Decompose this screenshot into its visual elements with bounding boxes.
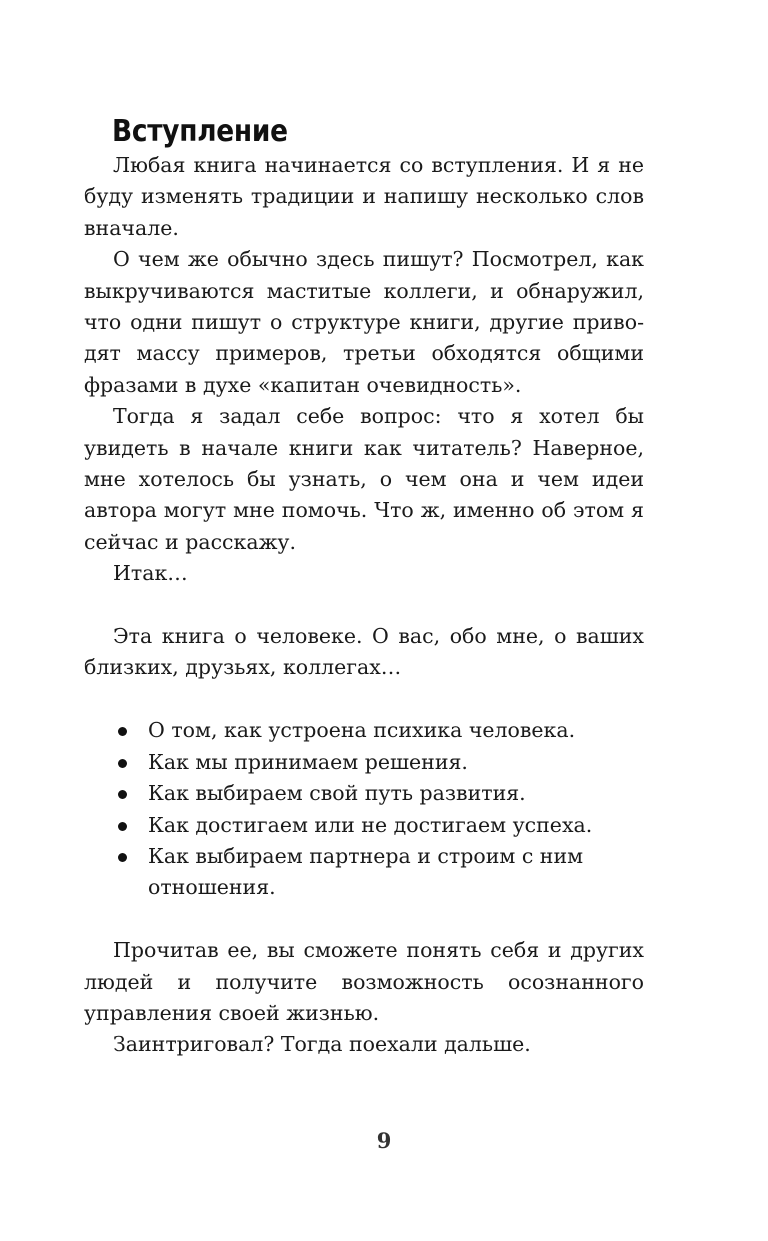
spacer — [84, 684, 644, 715]
paragraph-colleagues: О чем же обычно здесь пишут? Посмотрел, как выкручиваются маститые коллеги, и обнаружил, что одни пишут о структуре книги, другие приводят массу примеров, третьи обходятся общими фразами в духе «капитан очевидность». — [84, 247, 644, 397]
bullet-icon — [118, 853, 127, 862]
list-item-text: Как мы принимаем решения. — [148, 749, 468, 774]
list-item — [84, 810, 644, 841]
list-item — [84, 715, 644, 746]
list-item-text: Как достигаем или не достигаем успеха. — [148, 812, 593, 837]
topics-list — [84, 715, 644, 903]
body-text — [84, 150, 644, 1061]
paragraph-about-person: Эта книга о человеке. О вас, обо мне, о ваших близких, друзьях, коллегах… — [84, 624, 644, 680]
chapter-heading: Вступление — [112, 114, 288, 149]
bullet-icon — [118, 759, 127, 768]
paragraph-conclusion: Прочитав ее, вы сможете понять себя и других людей и получите возможность осознанного управления своей жизнью. — [84, 938, 644, 1025]
spacer — [84, 904, 644, 935]
page-number: 9 — [376, 1128, 392, 1153]
list-item-text: Как выбираем партнера и строим с ним отношения. — [148, 843, 584, 900]
paragraph-question: Тогда я задал себе вопрос: что я хотел бы увидеть в начале книги как читатель? Наверное, мне хотелось бы узнать, о чем она и чем идеи автора могут мне помочь. Что ж, именно об этом я сейчас и расскажу. — [84, 404, 644, 554]
bullet-icon — [118, 822, 127, 831]
bullet-icon — [118, 790, 127, 799]
paragraph-itak: Итак… — [113, 561, 188, 586]
list-item-text: Как выбираем свой путь развития. — [148, 781, 526, 806]
paragraph-intro: Любая книга начинается со вступления. И я не буду изменять традиции и напишу несколько слов вначале. — [84, 153, 644, 240]
list-item — [84, 778, 644, 809]
spacer — [84, 590, 644, 621]
list-item — [84, 747, 644, 778]
list-item-text: О том, как устроена психика человека. — [148, 718, 576, 743]
bullet-icon — [118, 727, 127, 736]
list-item — [84, 841, 644, 904]
paragraph-intrigue: Заинтриговал? Тогда поехали дальше. — [113, 1032, 531, 1057]
